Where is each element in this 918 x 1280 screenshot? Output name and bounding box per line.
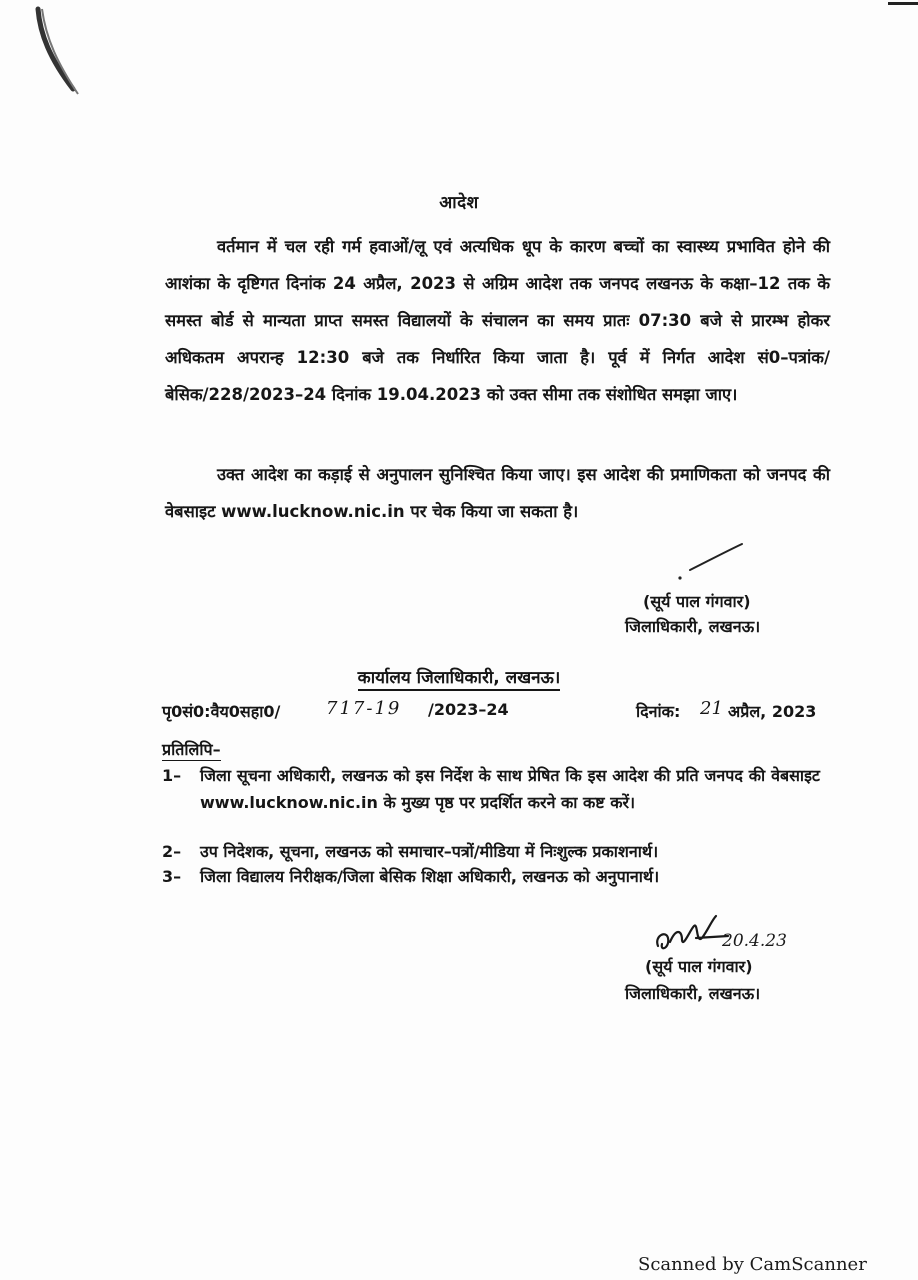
copy-item-2-number: 2– bbox=[162, 842, 182, 861]
reference-year: /2023–24 bbox=[428, 700, 509, 719]
signature-date: 20.4.23 bbox=[722, 931, 787, 951]
copy-item-2-text: उप निदेशक, सूचना, लखनऊ को समाचार–पत्रों/मीडिया में निःशुल्क प्रकाशनार्थ। bbox=[200, 842, 659, 861]
date-label: दिनांक: bbox=[636, 702, 681, 721]
office-heading bbox=[0, 665, 918, 688]
copy-item-1-text: जिला सूचना अधिकारी, लखनऊ को इस निर्देश के साथ प्रेषित कि इस आदेश की प्रति जनपद की वेबसाइट www.lucknow.nic.in के मुख्य पृष्ठ पर प्रदर्शित करने का कष्ट करें। bbox=[200, 766, 820, 812]
signatory-2-designation: जिलाधिकारी, लखनऊ। bbox=[625, 984, 761, 1003]
copy-item-1-number: 1– bbox=[162, 766, 182, 785]
reference-number-handwritten: 717-19 bbox=[326, 698, 402, 719]
signatory-1-name: (सूर्य पाल गंगवार) bbox=[643, 592, 751, 611]
scan-edge-mark bbox=[28, 4, 88, 104]
order-paragraph-1: वर्तमान में चल रही गर्म हवाओं/लू एवं अत्यधिक धूप के कारण बच्चों का स्वास्थ्य प्रभावित होने की आशंका के दृष्टिगत दिनांक 24 अप्रैल, 2023 से अग्रिम आदेश तक जनपद लखनऊ के कक्षा–12 तक के समस्त बोर्ड से मान्यता प्राप्त समस्त विद्यालयों के संचालन का समय प्रातः 07:30 बजे से प्रारम्भ होकर अधिकतम अपरान्ह 12:30 बजे तक निर्धारित किया जाता है। पूर्व में निर्गत आदेश सं0–पत्रांक/बेसिक/228/2023–24 दिनांक 19.04.2023 को उक्त सीमा तक संशोधित समझा जाए। bbox=[165, 237, 830, 404]
office-heading-text: कार्यालय जिलाधिकारी, लखनऊ। bbox=[358, 668, 561, 691]
order-paragraph-2: उक्त आदेश का कड़ाई से अनुपालन सुनिश्चित किया जाए। इस आदेश की प्रमाणिकता को जनपद की वेबसाइट www.lucknow.nic.in पर चेक किया जा सकता है। bbox=[165, 465, 830, 521]
copy-item-3-text: जिला विद्यालय निरीक्षक/जिला बेसिक शिक्षा अधिकारी, लखनऊ को अनुपानार्थ। bbox=[200, 867, 660, 886]
scan-corner-line bbox=[888, 2, 918, 5]
date-day-handwritten: 21 bbox=[700, 698, 723, 719]
date-month-year: अप्रैल, 2023 bbox=[728, 702, 817, 721]
signature-stroke bbox=[660, 540, 750, 585]
signatory-2-name: (सूर्य पाल गंगवार) bbox=[645, 957, 753, 976]
order-title: आदेश bbox=[439, 193, 479, 213]
signatory-1-designation: जिलाधिकारी, लखनऊ। bbox=[625, 617, 761, 636]
reference-prefix: पृ0सं0:वैय0सहा0/ bbox=[162, 702, 281, 721]
scanner-watermark: Scanned by CamScanner bbox=[638, 1254, 867, 1275]
handwritten-signature bbox=[652, 908, 812, 960]
copy-to-heading: प्रतिलिपि– bbox=[162, 740, 221, 759]
copy-item-3-number: 3– bbox=[162, 867, 182, 886]
